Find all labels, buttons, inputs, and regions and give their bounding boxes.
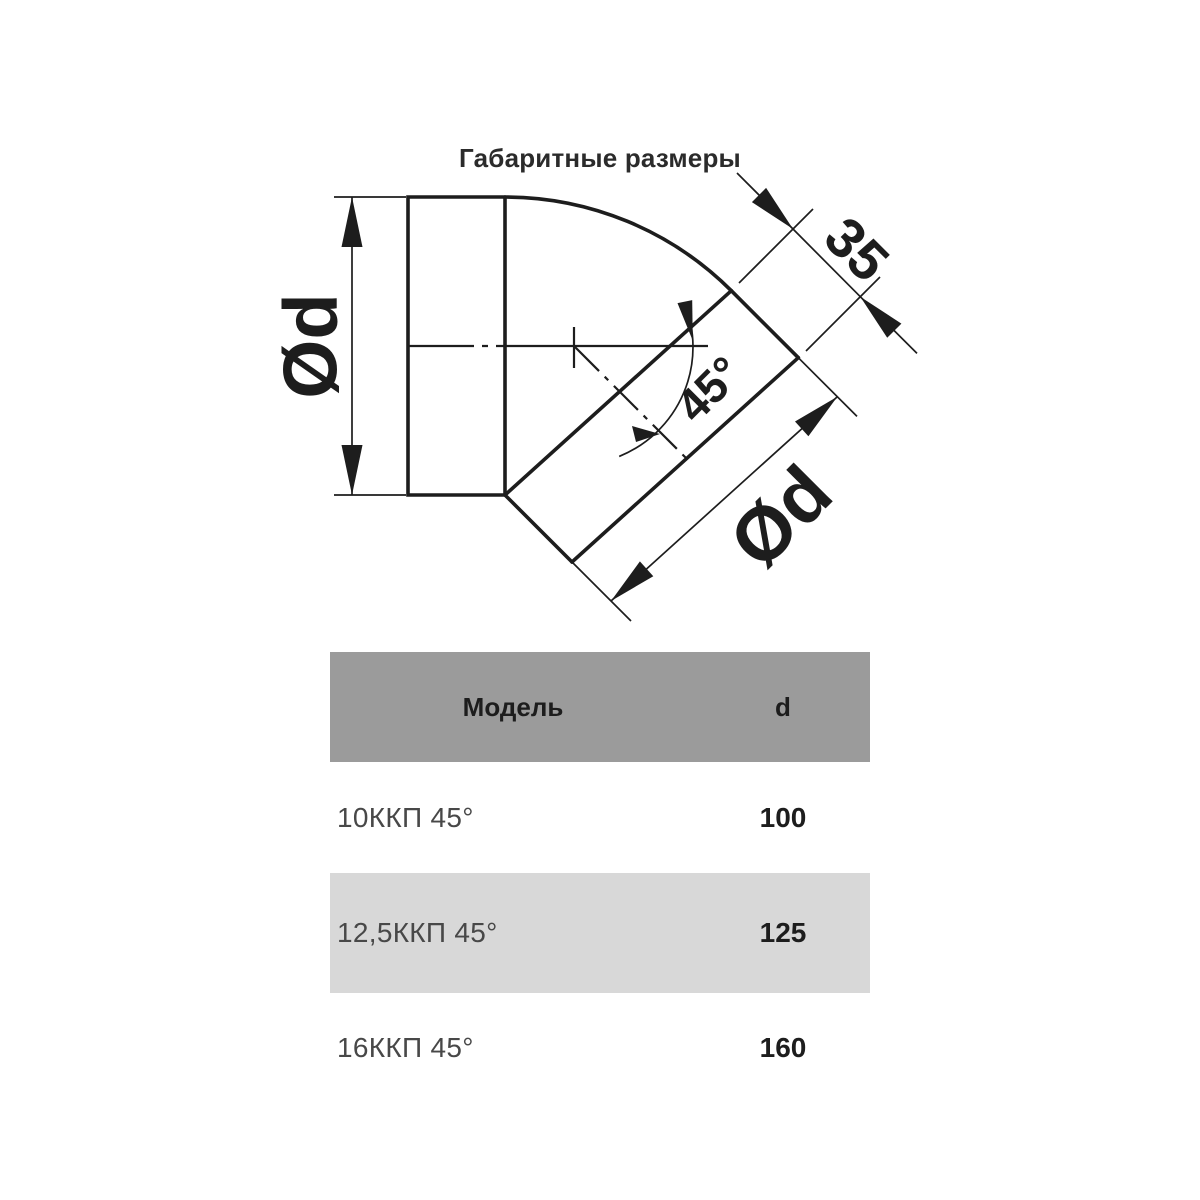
- bend-angle-label: 45°: [666, 346, 752, 432]
- model-cell: 16ККП 45°: [337, 1032, 474, 1063]
- outlet-collar-outer-edge: [731, 291, 798, 358]
- d-cell: 125: [759, 917, 807, 948]
- d-cell: 160: [759, 1032, 807, 1063]
- column-header-d: d: [775, 691, 791, 722]
- extension-line: [739, 209, 813, 283]
- d-cell: 100: [759, 801, 807, 833]
- outlet-centerline: [575, 347, 687, 459]
- outlet-collar-inner-edge: [505, 495, 572, 562]
- dimensions-table: [330, 652, 870, 1103]
- outlet-diameter-label: Ød: [713, 449, 849, 585]
- model-cell: 12,5ККП 45°: [337, 917, 498, 948]
- model-cell: 10ККП 45°: [337, 801, 474, 833]
- arrowhead-upper: [795, 397, 837, 437]
- arrowhead-up: [342, 197, 363, 247]
- arrowhead-down: [342, 445, 363, 495]
- table-row: [330, 993, 870, 1103]
- page-title: Габаритные размеры: [459, 143, 741, 173]
- extension-line: [806, 277, 880, 351]
- dim-inlet-diameter: [269, 197, 407, 495]
- elbow-outer-arc: [505, 197, 731, 291]
- inlet-diameter-label: Ød: [268, 293, 354, 399]
- dim-angle: [619, 300, 752, 456]
- table-row: [330, 873, 870, 993]
- table-row: [330, 762, 870, 873]
- column-header-model: Модель: [462, 691, 564, 722]
- centerlines: [408, 327, 708, 459]
- dim-collar-length: [737, 173, 917, 353]
- collar-length-label: 35: [812, 204, 902, 294]
- table-header-row: [330, 652, 870, 762]
- arrowhead-lower: [611, 561, 653, 601]
